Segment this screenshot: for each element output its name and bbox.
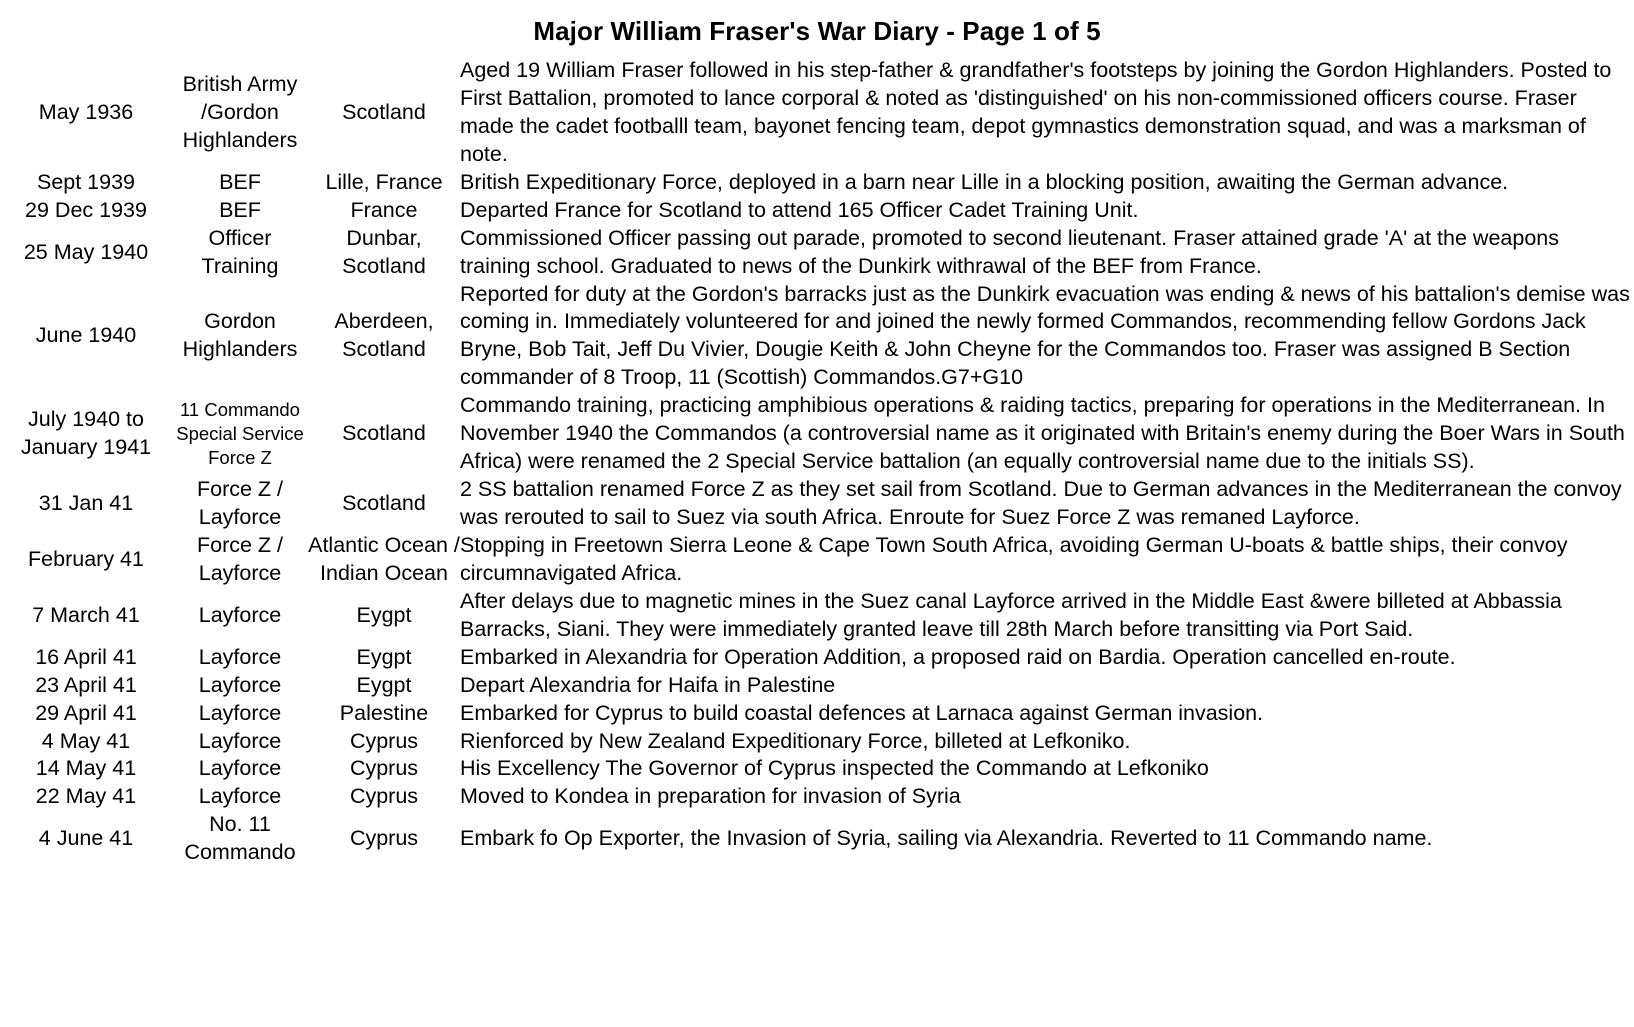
cell-unit: No. 11 Commando [184, 812, 296, 865]
cell-unit: Gordon Highlanders [182, 309, 298, 362]
cell-place: Eygpt [356, 644, 412, 669]
cell-date: 4 May 41 [41, 728, 131, 753]
cell-description: His Excellency The Governor of Cyprus inspected the Commando at Lefkoniko [460, 756, 1209, 781]
cell-description: Embarked for Cyprus to build coastal defences at Larnaca against German invasion. [460, 700, 1264, 725]
cell-unit: Layforce [198, 644, 282, 669]
table-row [0, 811, 1634, 867]
table-row [0, 644, 1634, 672]
table-row [0, 392, 1634, 476]
cell-place: Eygpt [356, 602, 412, 627]
cell-date: Sept 1939 [36, 169, 136, 194]
cell-place: Lille, France [325, 169, 443, 194]
cell-description: Reported for duty at the Gordon's barracks just as the Dunkirk evacuation was ending & news of his battalion's demise was coming in. Immediately volunteered for and joined the newly formed Commandos, recommending fellow Gordons Jack Bryne, Bob Tait, Jeff Du Vivier, Dougie Keith & John Cheyne for the Commandos too. Fraser was assigned B Section commander of 8 Troop, 11 (Scottish) Commandos.G7+G10 [460, 281, 1630, 390]
cell-place: Scotland [342, 99, 426, 124]
cell-place: Palestine [339, 700, 429, 725]
cell-unit: Force Z / Layforce [196, 477, 283, 529]
cell-date: 22 May 41 [35, 784, 137, 809]
cell-date: May 1936 [38, 99, 134, 124]
page-title: Major William Fraser's War Diary - Page 1 of 5 [533, 16, 1101, 46]
cell-unit: Layforce [198, 700, 282, 725]
cell-unit: 11 Commando Special Service Force Z [176, 399, 304, 469]
cell-description: Aged 19 William Fraser followed in his step-father & grandfather's footsteps by joining the Gordon Highlanders. Posted to First Battalion, promoted to lance corporal & noted as 'distinguished' on his non-commissioned officers course. Fraser made the cadet footballl team, bayonet fencing team, depot gymnastics demonstration squad, and was a marksman of note. [460, 58, 1612, 166]
cell-unit: British Army /Gordon Highlanders [182, 71, 298, 152]
cell-place: Cyprus [349, 756, 419, 781]
cell-unit: Layforce [198, 672, 282, 697]
cell-date: July 1940 to January 1941 [20, 407, 152, 460]
table-row [0, 783, 1634, 811]
cell-unit: Layforce [198, 728, 282, 753]
table-row [0, 532, 1634, 588]
table-row [0, 57, 1634, 169]
table-row [0, 672, 1634, 700]
cell-place: Dunbar, Scotland [342, 225, 426, 278]
cell-date: 14 May 41 [35, 756, 137, 781]
cell-date: 25 May 1940 [23, 239, 149, 264]
cell-description: 2 SS battalion renamed Force Z as they set sail from Scotland. Due to German advances in the Mediterranean the convoy was rerouted to sail to Suez via south Africa. Enroute for Suez Force Z was remaned Layforce. [460, 477, 1622, 529]
cell-place: France [350, 197, 418, 222]
table-row [0, 700, 1634, 728]
cell-place: Atlantic Ocean / Indian Ocean [308, 532, 460, 585]
cell-description: Moved to Kondea in preparation for invasion of Syria [460, 784, 961, 809]
cell-date: 31 Jan 41 [38, 491, 134, 516]
cell-date: 7 March 41 [32, 602, 140, 627]
cell-description: Depart Alexandria for Haifa in Palestine [460, 672, 836, 697]
cell-unit: Officer Training [201, 225, 279, 278]
cell-date: 29 April 41 [35, 700, 137, 725]
cell-unit: Layforce [198, 784, 282, 809]
cell-date: June 1940 [35, 323, 137, 348]
cell-description: Departed France for Scotland to attend 165 Officer Cadet Training Unit. [460, 197, 1139, 222]
cell-date: 29 Dec 1939 [25, 197, 147, 222]
cell-place: Cyprus [349, 784, 419, 809]
table-row [0, 197, 1634, 225]
cell-date: 4 June 41 [38, 826, 134, 851]
cell-description: Stopping in Freetown Sierra Leone & Cape Town South Africa, avoiding German U-boats & battle ships, their convoy circumnavigated Africa. [460, 532, 1568, 585]
cell-unit: Layforce [198, 602, 282, 627]
cell-date: February 41 [28, 546, 144, 571]
table-row [0, 281, 1634, 393]
cell-unit: Force Z / Layforce [196, 532, 283, 585]
cell-description: Embarked in Alexandria for Operation Addition, a proposed raid on Bardia. Operation cancelled en-route. [460, 644, 1456, 669]
cell-unit: Layforce [198, 756, 282, 781]
war-diary-table [0, 57, 1634, 867]
cell-unit: BEF [219, 169, 261, 194]
cell-description: Embark fo Op Exporter, the Invasion of Syria, sailing via Alexandria. Reverted to 11 Commando name. [460, 826, 1433, 851]
cell-description: Commissioned Officer passing out parade, promoted to second lieutenant. Fraser attained grade 'A' at the weapons training school. Graduated to news of the Dunkirk withrawal of the BEF from France. [460, 225, 1559, 278]
table-row [0, 755, 1634, 783]
table-row [0, 588, 1634, 644]
cell-place: Scotland [342, 491, 426, 516]
cell-place: Aberdeen, Scotland [334, 309, 434, 362]
cell-place: Cyprus [349, 826, 419, 851]
cell-description: After delays due to magnetic mines in the Suez canal Layforce arrived in the Middle East &were billeted at Abbassia Barracks, Siani. They were immediately granted leave till 28th March before transitting via Port Said. [460, 588, 1562, 641]
cell-place: Eygpt [356, 672, 412, 697]
cell-description: Rienforced by New Zealand Expeditionary Force, billeted at Lefkoniko. [460, 728, 1131, 753]
cell-unit: BEF [219, 197, 261, 222]
table-row [0, 476, 1634, 532]
table-row [0, 169, 1634, 197]
cell-description: Commando training, practicing amphibious operations & raiding tactics, preparing for operations in the Mediterranean. In November 1940 the Commandos (a controversial name as it originated with Britain's enemy during the Boer Wars in South Africa) were renamed the 2 Special Service battalion (an equally controversial name due to the initials SS). [460, 393, 1625, 474]
cell-description: British Expeditionary Force, deployed in a barn near Lille in a blocking position, awaiting the German advance. [460, 169, 1509, 194]
cell-place: Cyprus [349, 728, 419, 753]
cell-date: 16 April 41 [35, 644, 137, 669]
table-row [0, 225, 1634, 281]
cell-date: 23 April 41 [35, 672, 137, 697]
cell-place: Scotland [342, 421, 426, 446]
table-row [0, 728, 1634, 756]
diary-table-body [0, 57, 1634, 867]
